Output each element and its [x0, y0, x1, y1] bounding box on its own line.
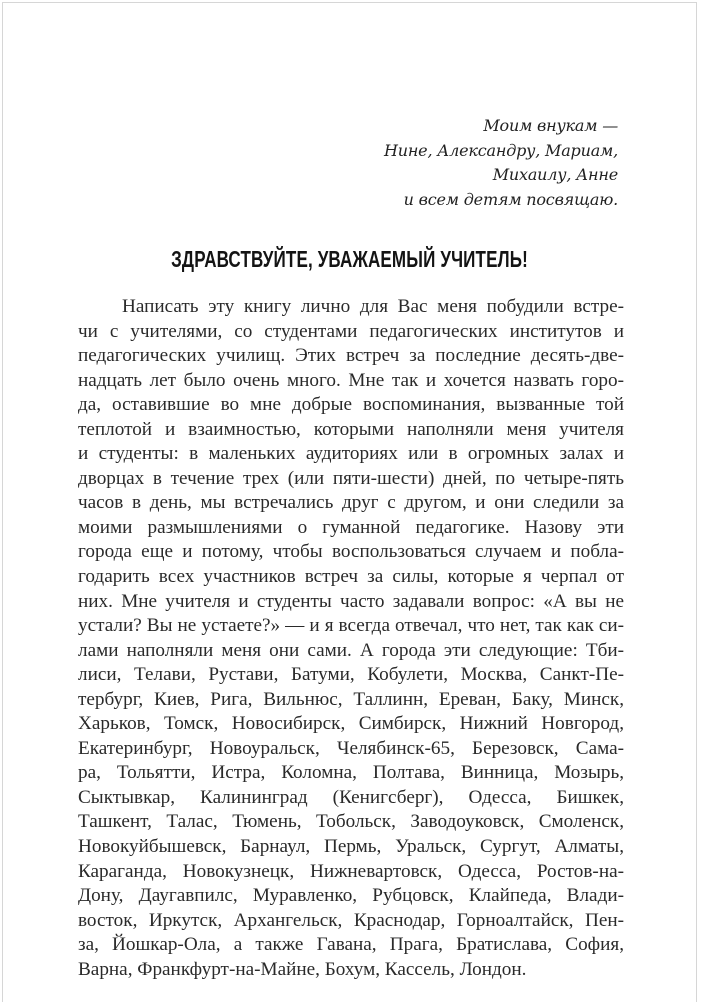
text-line: Дону, Даугавпилс, Муравленко, Рубцовск, Клайпеда, Влади-	[78, 885, 624, 907]
text-line: педагогических училищ. Этих встреч за последние десять-две-	[78, 345, 624, 367]
text-line: Написать эту книгу лично для Вас меня побудили встре-	[122, 296, 624, 317]
body-paragraph	[78, 295, 624, 982]
text-line: чи с учителями, со студентами педагогических институтов и	[78, 320, 624, 342]
text-line: Сыктывкар, Калининград (Кенигсберг), Одесса, Бишкек,	[78, 786, 624, 808]
text-line: дворцах в течение трех (или пяти-шести) дней, по четыре-пять	[78, 467, 624, 489]
text-line: лами наполняли меня они сами. А города эти следующие: Тби-	[78, 639, 624, 661]
text-line: моими размышлениями о гуманной педагогике. Назову эти	[78, 516, 624, 538]
text-line: восток, Иркутск, Архангельск, Краснодар, Горноалтайск, Пен-	[78, 909, 624, 931]
dedication-line: Моим внукам —	[483, 116, 618, 135]
text-line: за, Йошкар-Ола, а также Гавана, Прага, Братислава, София,	[78, 934, 624, 956]
text-line: Ташкент, Талас, Тюмень, Тобольск, Заводоуковск, Смоленск,	[78, 811, 624, 833]
text-line: часов в день, мы встречались друг с другом, и они следили за	[78, 492, 624, 514]
dedication-line: Нине, Александру, Мариам,	[383, 140, 618, 160]
text-line: Варна, Франкфурт-на-Майне, Бохум, Кассель, Лондон.	[78, 958, 527, 980]
text-line: надцать лет было очень много. Мне так и хочется назвать горо-	[78, 369, 624, 391]
text-line: Харьков, Томск, Новосибирск, Симбирск, Нижний Новгород,	[78, 713, 624, 735]
text-line: них. Мне учителя и студенты часто задавали вопрос: «А вы не	[78, 590, 624, 612]
text-line: Новокуйбышевск, Барнаул, Пермь, Уральск, Сургут, Алматы,	[78, 836, 624, 858]
text-line: Караганда, Новокузнецк, Нижневартовск, Одесса, Ростов-на-	[78, 860, 624, 882]
text-line: годарить всех участников встреч за силы, которые я черпал от	[78, 566, 624, 588]
text-line: да, оставившие во мне добрые воспоминания, вызванные той	[78, 394, 624, 416]
text-line: ра, Тольятти, Истра, Коломна, Полтава, Винница, Мозырь,	[78, 762, 624, 784]
text-line: лиси, Телави, Рустави, Батуми, Кобулети, Москва, Санкт-Пе-	[78, 664, 624, 686]
text-line: теплотой и взаимностью, которыми наполняли меня учителя	[78, 418, 624, 440]
text-line: устали? Вы не устаете?» — и я всегда отвечал, что нет, так как си-	[78, 615, 624, 637]
text-line: тербург, Киев, Рига, Вильнюс, Таллинн, Ереван, Баку, Минск,	[78, 688, 624, 710]
text-line: города еще и потому, чтобы воспользоваться случаем и побла-	[78, 541, 624, 563]
dedication-line: и всем детям посвящаю.	[403, 189, 618, 209]
text-line: и студенты: в маленьких аудиториях или в огромных залах и	[78, 443, 624, 465]
text-line: Екатеринбург, Новоуральск, Челябинск-65, Березовск, Сама-	[78, 737, 624, 759]
dedication-line: Михаилу, Анне	[492, 165, 618, 184]
dedication-epigraph	[384, 114, 618, 212]
book-page	[2, 2, 697, 1002]
chapter-heading: ЗДРАВСТВУЙТЕ, УВАЖАЕМЫЙ УЧИТЕЛЬ!	[171, 246, 528, 272]
